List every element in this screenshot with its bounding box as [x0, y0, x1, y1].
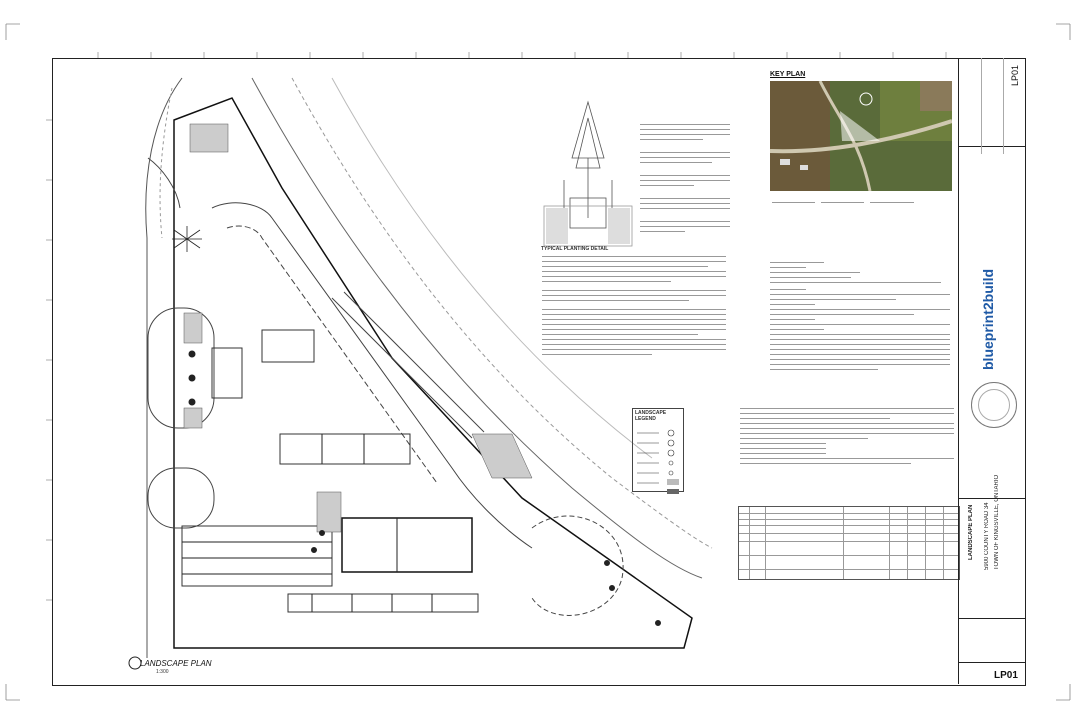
- legend-symbols: [633, 423, 683, 495]
- planting-notes: [542, 256, 726, 359]
- project-address-line1: 5900 COUNTY ROAD 34: [984, 502, 990, 570]
- drawing-title: LANDSCAPE PLAN: [968, 504, 974, 560]
- legend-title: LANDSCAPE LEGEND: [635, 410, 667, 422]
- key-plan-aerial-image: [770, 81, 952, 191]
- general-notes: [740, 408, 954, 468]
- detail-callouts: [640, 124, 730, 236]
- seal-icon: [971, 382, 1017, 428]
- project-address-line2: TOWN OF KINGSVILLE, ONTARIO: [994, 474, 1000, 570]
- plant-schedule-table: [738, 506, 960, 580]
- site-information: [770, 262, 950, 374]
- brand-text: blueprint2build: [980, 268, 996, 370]
- plan-scale-note: 1:300: [156, 669, 169, 675]
- sheet-number-bottom: LP01: [994, 670, 1018, 681]
- key-plan-captions: [772, 194, 952, 212]
- brand-logo: [975, 262, 1005, 372]
- plan-caption: LANDSCAPE PLAN: [140, 659, 212, 668]
- landscape-legend: [632, 408, 684, 492]
- planting-detail-drawing: [540, 98, 640, 248]
- detail-title: TYPICAL PLANTING DETAIL: [541, 246, 609, 252]
- key-plan-title: KEY PLAN: [770, 71, 806, 78]
- sheet-number-top: LP01: [1010, 64, 1020, 86]
